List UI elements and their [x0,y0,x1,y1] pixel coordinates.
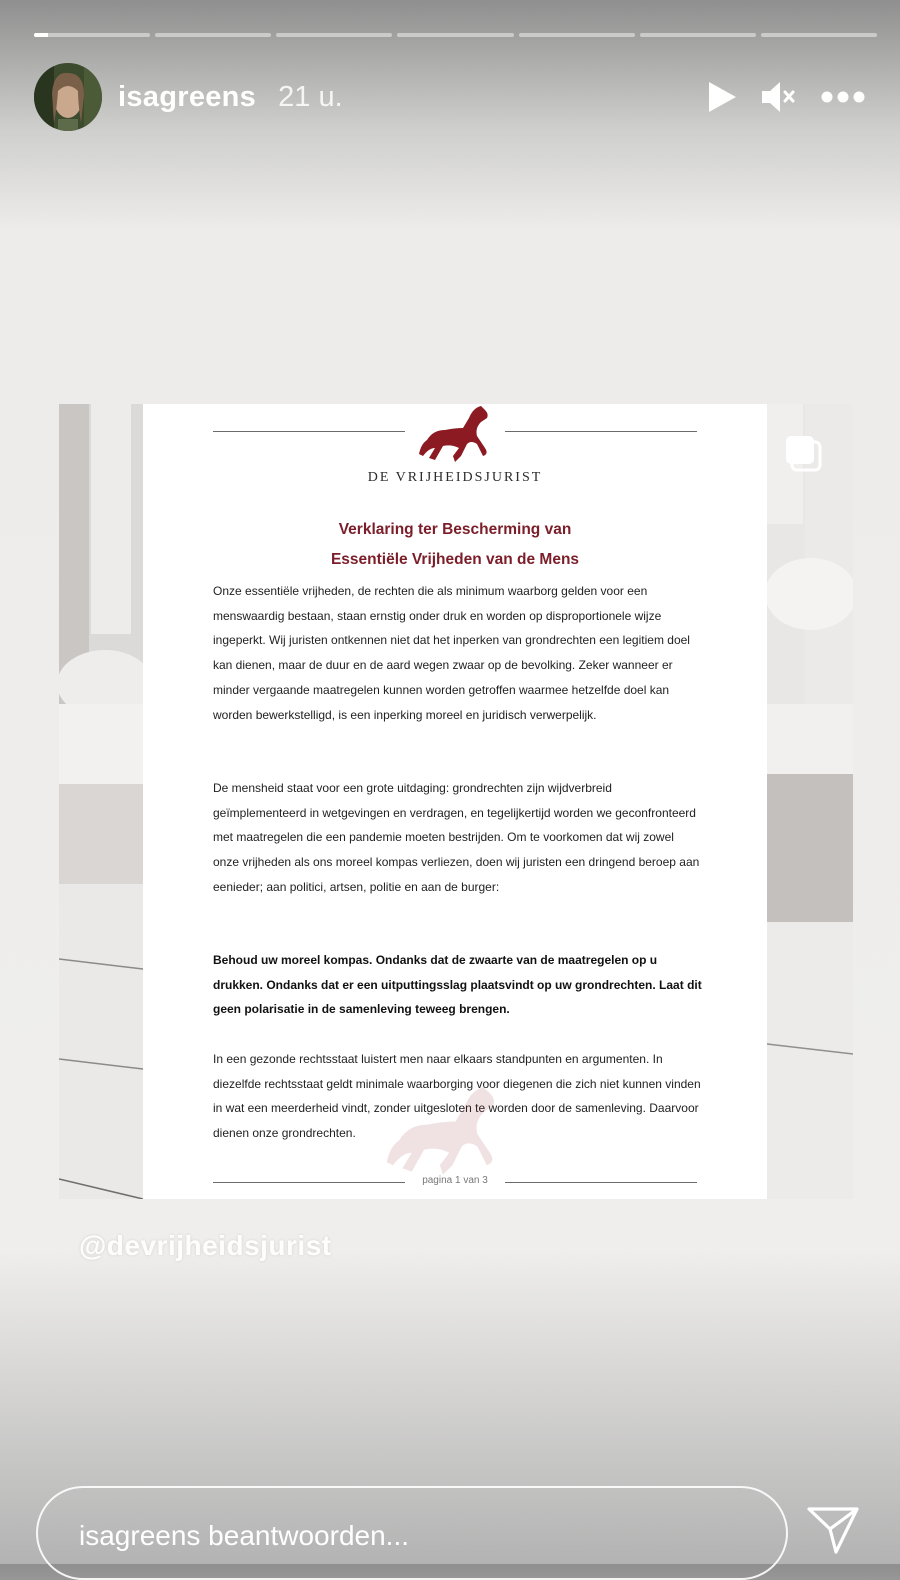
progress-segment [519,33,635,37]
send-icon[interactable] [806,1505,860,1555]
progress-segment [155,33,271,37]
progress-fill [34,33,48,37]
story-header [34,62,866,132]
progress-segment [34,33,150,37]
reply-placeholder: isagreens beantwoorden... [79,1520,409,1551]
brand-name: DE VRIJHEIDSJURIST [367,470,543,485]
shared-post[interactable] [59,404,853,1199]
avatar[interactable] [34,63,102,131]
horse-logo [415,404,495,468]
mention-sticker[interactable]: @devrijheidsjurist [79,1230,332,1261]
story-controls [706,80,866,114]
mute-icon[interactable] [760,80,798,114]
multiple-posts-icon [784,434,824,474]
header-rule-left [213,431,405,432]
document-title-line1: Verklaring ter Bescherming van [338,521,572,538]
story-username[interactable]: isagreens [118,80,257,113]
header-rule-right [505,431,697,432]
progress-segment [397,33,513,37]
more-icon[interactable] [820,90,866,104]
play-icon[interactable] [706,80,738,114]
progress-segment [640,33,756,37]
paragraph-1: Onze essentiële vrijheden, de rechten die als minimum waarborg gelden voor een menswaardig bestaan, staan ernstig onder druk en worden op disproportionele wijze ingeperkt. Wij juristen ontkennen niet dat het inperken van grondrechten een legitiem doel kan dienen, maar de duur en de aard wegen zwaar op de bevolking. Zeker wanneer er minder vergaande maatregelen kunnen worden getroffen waarmee hetzelfde doel kan worden bewerkstelligd, is een inperking moreel en juridisch verwerpelijk. [213,584,690,722]
story-timestamp: 21 u. [278,80,343,113]
paragraph-4: In een gezonde rechtsstaat luistert men naar elkaars standpunten en argumenten. In diezelfde rechtsstaat geldt minimale waarborging voor diegenen die zich niet kunnen vinden in wat een meerderheid vindt, zonder uitgesloten te worden door de samenleving. Daarvoor dienen onze grondrechten. [213,1052,701,1141]
document-title-line2: Essentiële Vrijheden van de Mens [330,551,580,568]
document-page [143,404,767,1199]
paragraph-2: De mensheid staat voor een grote uitdaging: grondrechten zijn wijdverbreid geïmplementeerd in wetgevingen en verdragen, en tegelijkertijd worden we geconfronteerd met maatregelen die een pandemie moeten bestrijden. Om te voorkomen dat wij zowel onze vrijheden als ons moreel kompas verliezen, doen wij juristen een dringend beroep aan eenieder; aan politici, artsen, politie en aan de burger: [213,781,700,894]
story-progress-bar [34,33,877,37]
reply-input[interactable] [36,1486,788,1580]
paragraph-3: Behoud uw moreel kompas. Ondanks dat de zwaarte van de maatregelen op u drukken. Ondanks dat er een uitputtingsslag plaatsvindt op uw grondrechten. Laat dit geen polarisatie in de samenleving teweeg brengen. [213,953,702,1017]
progress-segment [276,33,392,37]
page-number: pagina 1 van 3 [422,1175,488,1186]
horse-watermark [343,1084,543,1184]
progress-segment [761,33,877,37]
